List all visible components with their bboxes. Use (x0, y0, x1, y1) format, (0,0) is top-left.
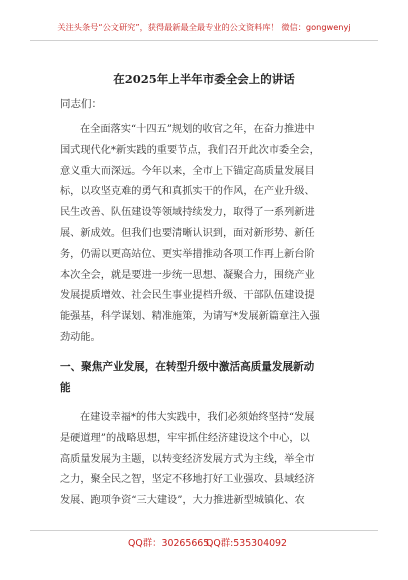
salutation: 同志们： (60, 98, 102, 110)
text-line: 劲动能。 (60, 331, 101, 343)
text-line: 民生改善、队伍建设等领域持续发力，取得了一系列新进 (60, 207, 315, 219)
section-1-paragraph (60, 408, 350, 512)
text-line: 标，以攻坚克难的勇气和真抓实干的作风，在产业升级、 (60, 186, 315, 198)
text-line: 能强基，科学谋划、精准施策，为请写*发展新篇章注入强 (60, 311, 320, 323)
text-line: 发展提质增效、社会民生事业提档升级、干部队伍建设提 (60, 290, 315, 302)
text-line: 意义重大而深远。今年以来，全市上下锚定高质量发展目 (60, 165, 315, 177)
text-line: 展、新成效。但我们也要清晰认识到，面对新形势、新任 (60, 227, 315, 239)
text-line: 发展、跑项争资“三大建设”，大力推进新型城镇化、农 (60, 495, 305, 507)
text-line: 本次全会，就是要进一步统一思想、凝聚合力，围绕产业 (60, 269, 315, 281)
qq-group-2: QQ群:535304092 (206, 538, 287, 549)
document-title: 在2025年上半年市委全会上的讲话 (113, 72, 295, 86)
text-line: 国式现代化*新实践的重要节点，我们召开此次市委全会， (60, 144, 320, 156)
text-line: 在全面落实“十四五”规划的收官之年，在奋力推进中 (80, 124, 315, 135)
promo-header: 关注头条号“公文研究”，获得最新最全最专业的公文资料库！ 微信：gongwenyj (57, 22, 351, 32)
text-line: 在建设幸福*的伟大实践中，我们必须始终坚持“发展 (80, 412, 315, 423)
text-line: 务，仍需以更高站位、更实举措推动各项工作再上新台阶 (60, 248, 315, 260)
text-line: 之力，聚全民之智，坚定不移地打好工业强攻、县域经济 (60, 474, 315, 486)
text-line: 是硬道理”的战略思想，牢牢抓住经济建设这个中心，以 (60, 432, 310, 444)
intro-paragraph (60, 120, 350, 349)
text-line: 能 (60, 382, 71, 394)
header-divider (30, 40, 378, 41)
text-line: 高质量发展为主题，以转变经济发展方式为主线，举全市 (60, 453, 315, 465)
qq-group-1: QQ群：30265665 (128, 538, 210, 549)
section-1-heading (60, 357, 360, 399)
text-line: 一、聚焦产业发展，在转型升级中激活高质量发展新动 (60, 361, 315, 373)
footer-divider (30, 530, 378, 531)
